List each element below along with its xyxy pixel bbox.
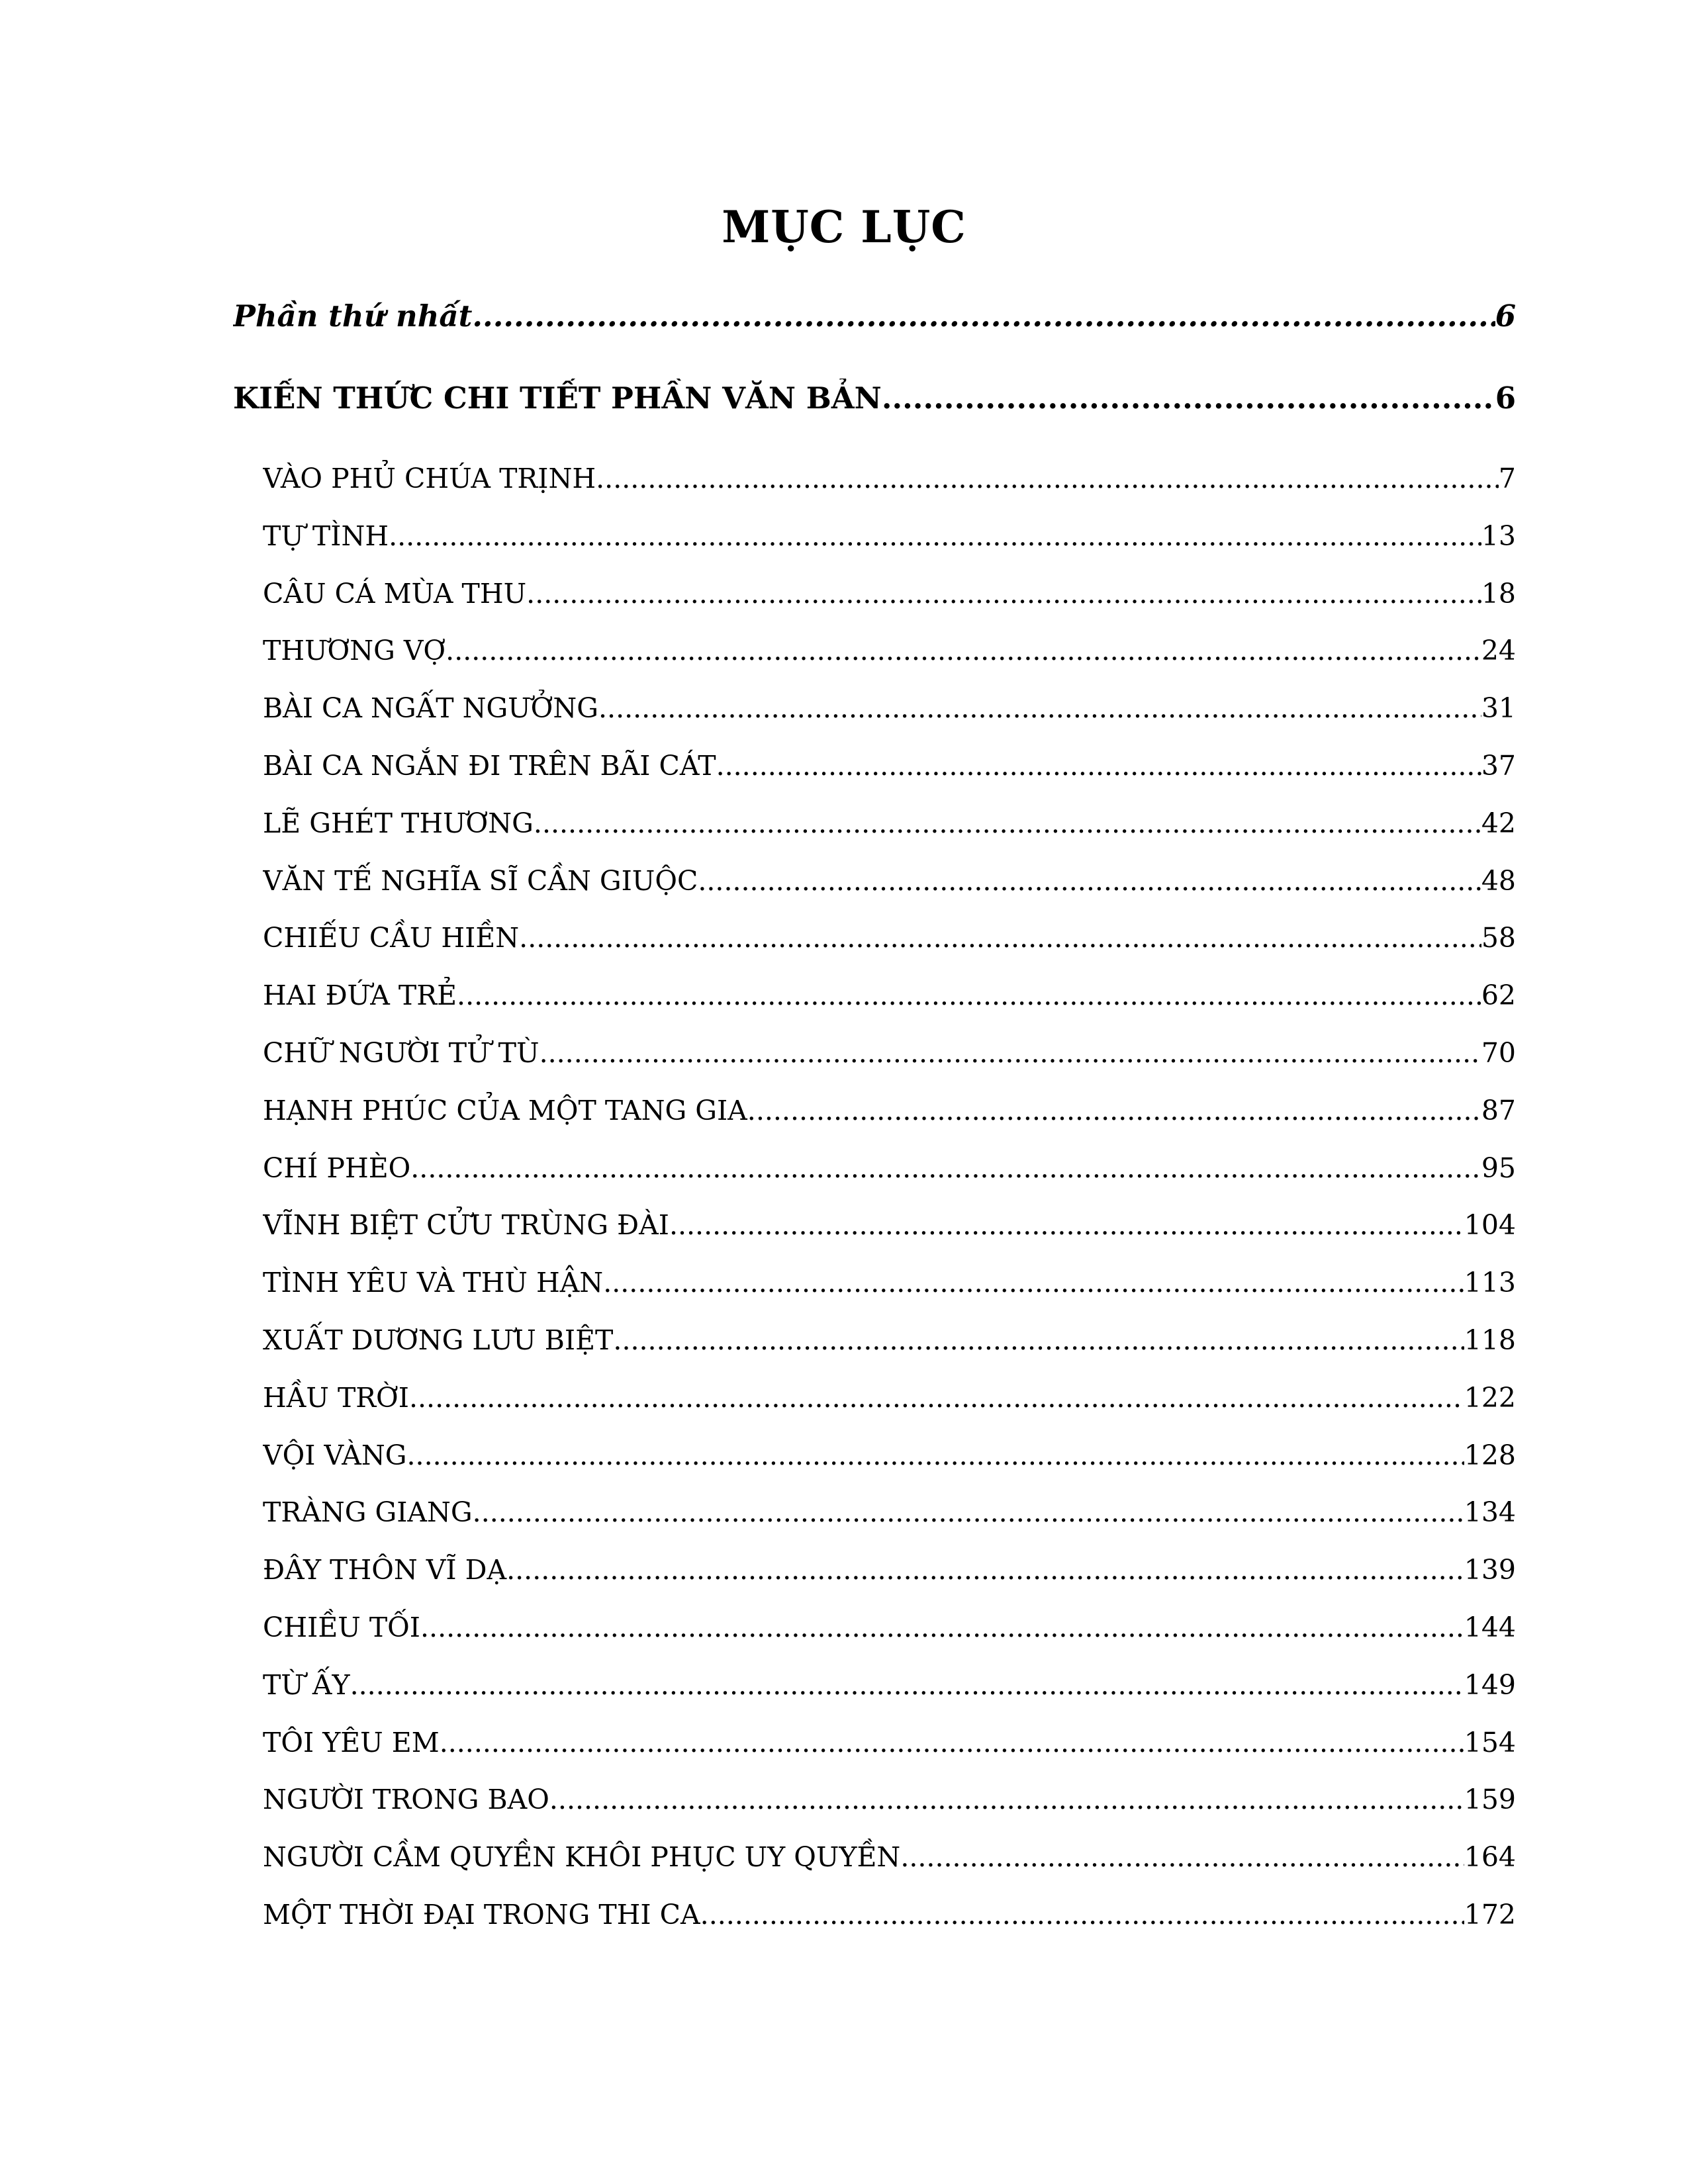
toc-leader-dots <box>549 1781 1464 1818</box>
toc-item-label: VĨNH BIỆT CỬU TRÙNG ĐÀI <box>263 1209 669 1242</box>
toc-leader-dots <box>603 1264 1464 1301</box>
toc-item-page: 159 <box>1464 1784 1516 1816</box>
toc-item-label: CHỮ NGƯỜI TỬ TÙ <box>263 1037 539 1069</box>
toc-item-label: HẠNH PHÚC CỦA MỘT TANG GIA <box>263 1094 747 1126</box>
toc-item-page: 62 <box>1481 979 1516 1012</box>
toc-item-page: 128 <box>1464 1439 1516 1471</box>
toc-item-page: 87 <box>1481 1094 1516 1126</box>
toc-leader-dots <box>900 1839 1464 1876</box>
toc-leader-dots <box>598 690 1481 727</box>
toc-part-page: 6 <box>1495 298 1516 334</box>
toc-item[interactable] <box>263 1150 1516 1187</box>
toc-item-label: TỪ ẤY <box>263 1668 350 1701</box>
toc-leader-dots <box>534 805 1481 842</box>
toc-leader-dots <box>410 1150 1481 1187</box>
toc-item-page: 42 <box>1481 807 1516 839</box>
toc-item[interactable] <box>263 1437 1516 1474</box>
toc-item-label: BÀI CA NGẮN ĐI TRÊN BÃI CÁT <box>263 750 716 782</box>
toc-item-page: 18 <box>1481 577 1516 610</box>
toc-item[interactable] <box>263 1322 1516 1359</box>
toc-leader-dots <box>445 632 1481 669</box>
toc-item-label: TRÀNG GIANG <box>263 1496 473 1529</box>
toc-item[interactable] <box>263 1666 1516 1704</box>
toc-part-entry[interactable] <box>233 296 1516 336</box>
toc-item-label: MỘT THỜI ĐẠI TRONG THI CA <box>263 1899 700 1931</box>
toc-item-label: HAI ĐỨA TRẺ <box>263 979 457 1012</box>
toc-item[interactable] <box>263 460 1516 497</box>
toc-leader-dots <box>420 1609 1464 1646</box>
toc-leader-dots <box>882 379 1495 418</box>
toc-item-label: CHÍ PHÈO <box>263 1152 411 1184</box>
toc-item[interactable] <box>263 1379 1516 1416</box>
toc-item-page: 95 <box>1481 1152 1516 1184</box>
toc-item-label: TỰ TÌNH <box>263 520 389 552</box>
toc-item[interactable] <box>263 805 1516 842</box>
toc-item-page: 154 <box>1464 1726 1516 1758</box>
toc-item-page: 134 <box>1464 1496 1516 1529</box>
toc-item-page: 24 <box>1481 635 1516 667</box>
toc-leader-dots <box>472 296 1495 336</box>
toc-leader-dots <box>716 747 1481 784</box>
toc-item-page: 48 <box>1481 864 1516 897</box>
toc-leader-dots <box>519 919 1481 956</box>
toc-item-page: 37 <box>1481 750 1516 782</box>
toc-item[interactable] <box>263 1896 1516 1933</box>
toc-item-page: 144 <box>1464 1612 1516 1643</box>
toc-item-page: 31 <box>1481 692 1516 725</box>
toc-item[interactable] <box>263 1264 1516 1301</box>
toc-item[interactable] <box>263 632 1516 669</box>
toc-item-label: LẼ GHÉT THƯƠNG <box>263 807 534 839</box>
toc-item-label: VÀO PHỦ CHÚA TRỊNH <box>263 463 596 494</box>
toc-leader-dots <box>440 1724 1464 1761</box>
toc-item[interactable] <box>263 690 1516 727</box>
toc-item-page: 113 <box>1464 1267 1516 1299</box>
toc-leader-dots <box>596 460 1499 497</box>
toc-leader-dots <box>473 1494 1464 1531</box>
toc-item-page: 104 <box>1464 1209 1516 1242</box>
toc-leader-dots <box>526 575 1481 612</box>
toc-item[interactable] <box>263 1206 1516 1244</box>
toc-leader-dots <box>539 1034 1481 1071</box>
toc-leader-dots <box>409 1379 1464 1416</box>
toc-item-label: BÀI CA NGẤT NGƯỞNG <box>263 692 599 725</box>
toc-leader-dots <box>747 1092 1481 1129</box>
toc-item-label: TÌNH YÊU VÀ THÙ HẬN <box>263 1267 604 1299</box>
page-title: MỤC LỤC <box>722 201 966 253</box>
toc-item[interactable] <box>263 1609 1516 1646</box>
toc-leader-dots <box>698 862 1481 899</box>
toc-item-page: 7 <box>1498 463 1516 494</box>
toc-item[interactable] <box>263 1034 1516 1071</box>
toc-item-label: CHIỀU TỐI <box>263 1612 420 1643</box>
toc-item[interactable] <box>263 747 1516 784</box>
toc-item[interactable] <box>263 1839 1516 1876</box>
toc-item[interactable] <box>263 1551 1516 1588</box>
toc-item-page: 149 <box>1464 1668 1516 1701</box>
toc-item-label: VĂN TẾ NGHĨA SĨ CẦN GIUỘC <box>263 864 698 897</box>
toc-item[interactable] <box>263 862 1516 899</box>
toc-item[interactable] <box>263 1092 1516 1129</box>
toc-item-label: ĐÂY THÔN VĨ DẠ <box>263 1554 507 1586</box>
toc-section-page: 6 <box>1495 381 1516 416</box>
toc-leader-dots <box>350 1666 1464 1704</box>
toc-item-label: CHIẾU CẦU HIỀN <box>263 922 520 954</box>
toc-item-label: NGƯỜI TRONG BAO <box>263 1784 549 1816</box>
toc-item[interactable] <box>263 977 1516 1014</box>
toc-section-entry[interactable] <box>233 379 1516 418</box>
toc-section-label: KIẾN THỨC CHI TIẾT PHẦN VĂN BẢN <box>233 381 882 416</box>
table-of-contents <box>233 0 1516 2184</box>
toc-leader-dots <box>407 1437 1464 1474</box>
toc-leader-dots <box>613 1322 1464 1359</box>
toc-item-page: 122 <box>1464 1381 1516 1414</box>
toc-item-page: 118 <box>1464 1324 1516 1356</box>
toc-item-page: 172 <box>1464 1899 1516 1931</box>
toc-leader-dots <box>700 1896 1464 1933</box>
toc-item-label: XUẤT DƯƠNG LƯU BIỆT <box>263 1324 614 1356</box>
toc-item[interactable] <box>263 919 1516 956</box>
toc-leader-dots <box>457 977 1481 1014</box>
toc-item[interactable] <box>263 1724 1516 1761</box>
toc-item-page: 13 <box>1481 520 1516 552</box>
toc-item-label: THƯƠNG VỢ <box>263 635 446 667</box>
toc-part-label: Phần thứ nhất <box>233 298 473 334</box>
toc-leader-dots <box>506 1551 1464 1588</box>
toc-item-page: 139 <box>1464 1554 1516 1586</box>
toc-item[interactable] <box>263 518 1516 555</box>
toc-item-label: CÂU CÁ MÙA THU <box>263 577 527 610</box>
toc-item[interactable] <box>263 575 1516 612</box>
toc-item-label: HẦU TRỜI <box>263 1381 409 1414</box>
toc-leader-dots <box>389 518 1481 555</box>
toc-item-page: 164 <box>1464 1841 1516 1874</box>
toc-item[interactable] <box>263 1781 1516 1818</box>
toc-item[interactable] <box>263 1494 1516 1531</box>
toc-item-label: TÔI YÊU EM <box>263 1726 440 1758</box>
toc-item-page: 70 <box>1481 1037 1516 1069</box>
toc-item-page: 58 <box>1481 922 1516 954</box>
toc-item-label: NGƯỜI CẦM QUYỀN KHÔI PHỤC UY QUYỀN <box>263 1841 901 1874</box>
toc-leader-dots <box>669 1206 1464 1244</box>
toc-item-label: VỘI VÀNG <box>263 1439 407 1471</box>
